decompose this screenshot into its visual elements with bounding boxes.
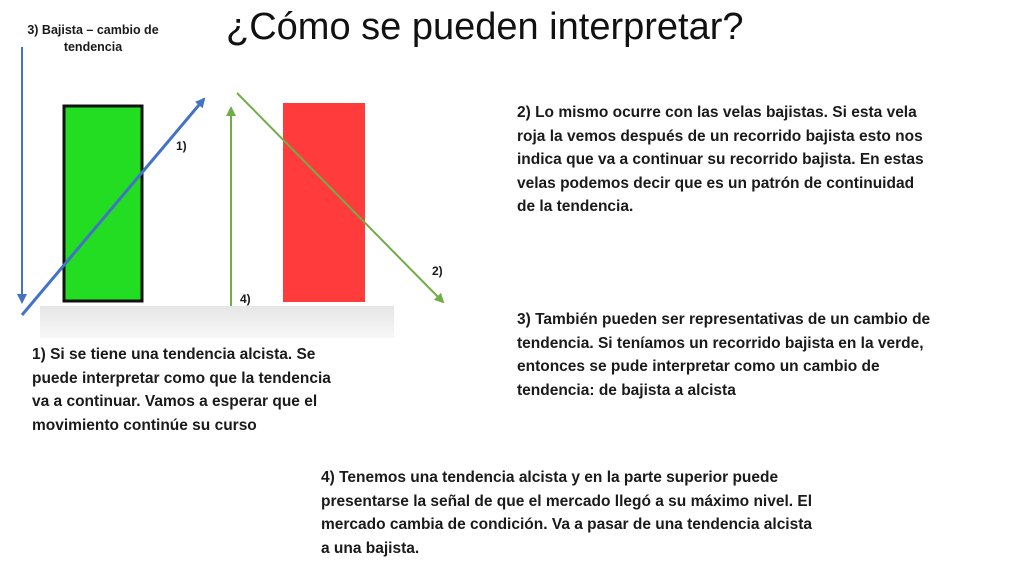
paragraph-3: 3) También pueden ser representativas de un cambio de tendencia. Si teníamos un recorrido bajista en la verde, entonces se pude interpretar como un cambio de tendencia: de bajista a alcista <box>517 311 931 399</box>
paragraph-4: 4) Tenemos una tendencia alcista y en la parte superior puede presentarse la señal de que el mercado llegó a su máximo nivel. El mercado cambia de condición. Va a pasar de una tendencia alcista a una bajista. <box>321 469 813 557</box>
paragraph-2: 2) Lo mismo ocurre con las velas bajistas. Si esta vela roja la vemos después de un recorrido bajista esto nos indica que va a continuar su recorrido bajista. En estas velas podemos decir que es un patrón de continuidad de la tendencia. <box>517 104 924 215</box>
paragraph-1: 1) Si se tiene una tendencia alcista. Se puede interpretar como que la tendencia va a continuar. Vamos a esperar que el movimiento continúe su curso <box>32 346 331 434</box>
marker-2: 2) <box>432 264 443 278</box>
red-candle <box>283 103 365 302</box>
slide-title: ¿Cómo se pueden interpretar? <box>226 6 744 48</box>
green-candle <box>64 106 142 301</box>
marker-1: 1) <box>176 139 187 153</box>
floor-shadow <box>40 306 394 338</box>
marker-4: 4) <box>240 292 251 306</box>
label-bajista-cambio: 3) Bajista – cambio de tendencia <box>27 23 159 54</box>
